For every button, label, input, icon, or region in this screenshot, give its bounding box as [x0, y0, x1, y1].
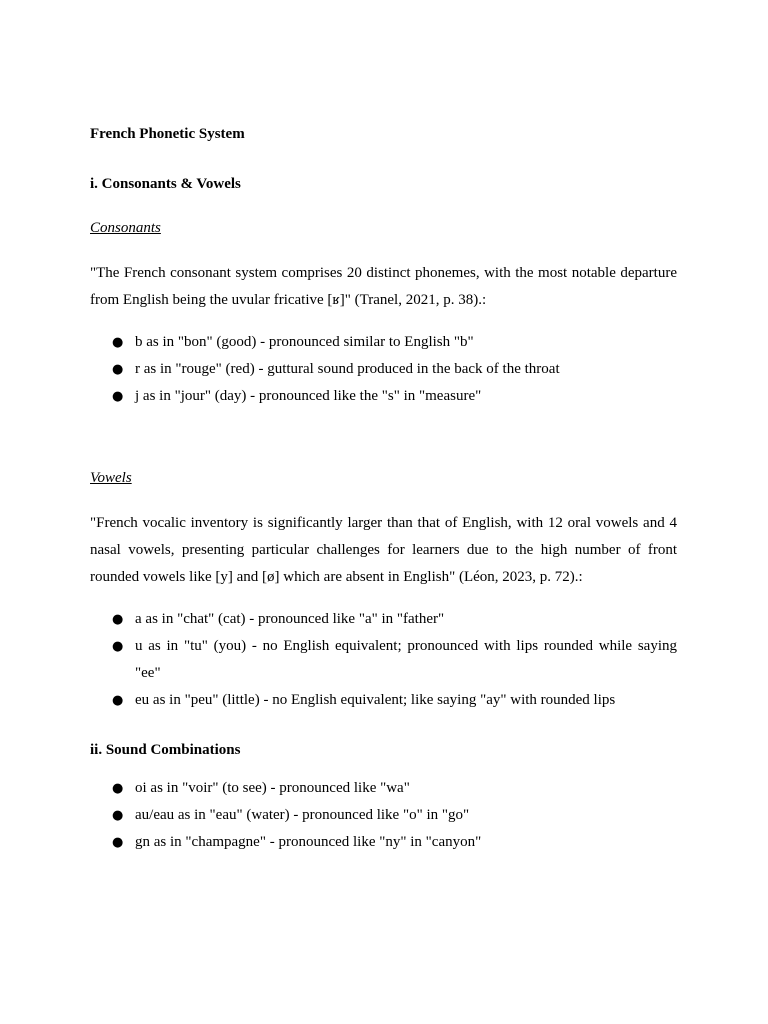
list-item — [90, 687, 677, 714]
section-heading-consonants-vowels: i. Consonants & Vowels — [90, 176, 241, 192]
vowels-list — [90, 606, 677, 714]
list-item — [90, 606, 677, 633]
list-item — [90, 802, 677, 829]
list-item-text: b as in "bon" (good) - pronounced similar to English "b" — [135, 334, 474, 350]
list-item-text: r as in "rouge" (red) - guttural sound produced in the back of the throat — [135, 361, 560, 377]
subheading-vowels: Vowels — [90, 470, 132, 486]
list-item — [90, 633, 677, 687]
list-item-text: oi as in "voir" (to see) - pronounced like "wa" — [135, 780, 410, 796]
bullet-icon: ● — [112, 835, 124, 850]
bullet-icon: ● — [112, 362, 124, 377]
list-item — [90, 829, 677, 856]
list-item — [90, 329, 677, 356]
bullet-icon: ● — [112, 639, 124, 654]
bullet-icon: ● — [112, 612, 124, 627]
list-item-text: u as in "tu" (you) - no English equivalent; pronounced with lips rounded while saying "ee" — [135, 638, 677, 681]
list-item-text: au/eau as in "eau" (water) - pronounced like "o" in "go" — [135, 807, 470, 823]
consonants-list — [90, 329, 677, 410]
list-item-text: eu as in "peu" (little) - no English equivalent; like saying "ay" with rounded lips — [135, 692, 616, 708]
list-item-text: j as in "jour" (day) - pronounced like the "s" in "measure" — [135, 388, 482, 404]
document-body — [90, 124, 677, 856]
sound-combinations-list — [90, 775, 677, 856]
bullet-icon: ● — [112, 693, 124, 708]
list-item — [90, 356, 677, 383]
section-heading-sound-combinations: ii. Sound Combinations — [90, 742, 241, 758]
document-title: French Phonetic System — [90, 126, 245, 142]
list-item — [90, 775, 677, 802]
vowels-quote: "French vocalic inventory is significantly larger than that of English, with 12 oral vowels and 4 nasal vowels, presenting particular challenges for learners due to the high number of front rounded vowels like [y] and [ø] which are absent in English" (Léon, 2023, p. 72).: — [90, 515, 677, 585]
list-item-text: a as in "chat" (cat) - pronounced like "a" in "father" — [135, 611, 445, 627]
subheading-consonants: Consonants — [90, 220, 161, 236]
bullet-icon: ● — [112, 389, 124, 404]
list-item-text: gn as in "champagne" - pronounced like "ny" in "canyon" — [135, 834, 482, 850]
list-item — [90, 383, 677, 410]
bullet-icon: ● — [112, 808, 124, 823]
spacer — [90, 410, 677, 468]
bullet-icon: ● — [112, 335, 124, 350]
bullet-icon: ● — [112, 781, 124, 796]
consonants-quote: "The French consonant system comprises 20 distinct phonemes, with the most notable departure from English being the uvular fricative [ʁ]" (Tranel, 2021, p. 38).: — [90, 265, 677, 308]
